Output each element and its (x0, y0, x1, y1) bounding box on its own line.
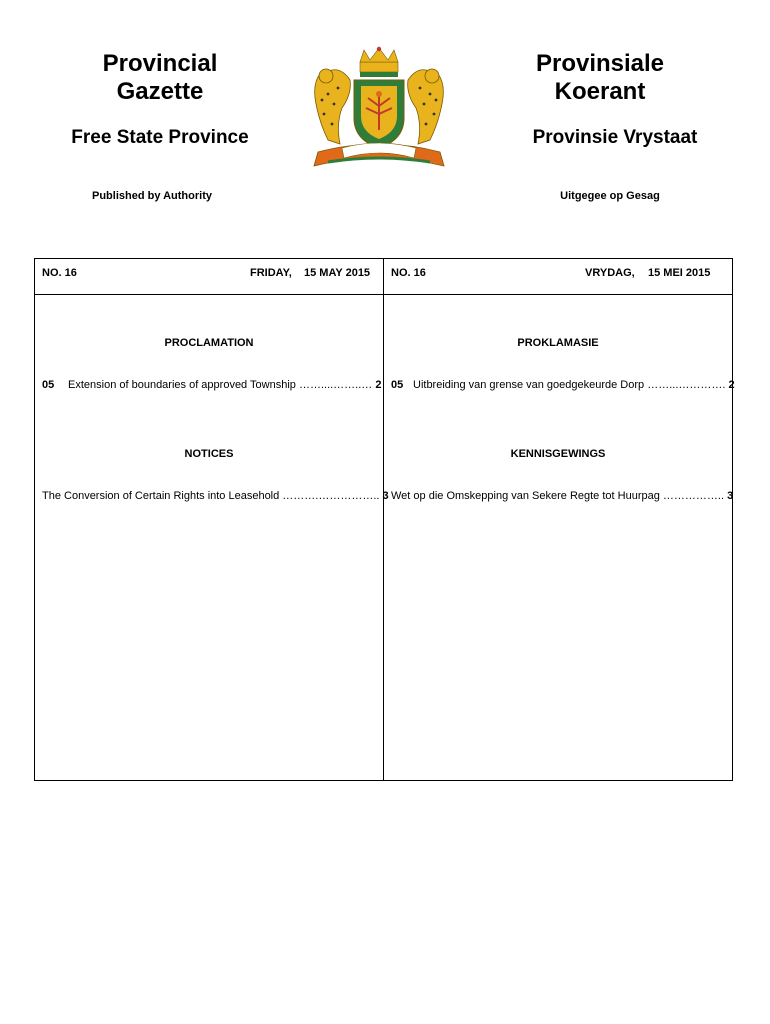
issue-day: FRIDAY, (250, 267, 292, 279)
issue-number: NO. 16 (42, 267, 77, 279)
issue-day: VRYDAG, (585, 267, 635, 279)
proklamasie-heading: PROKLAMASIE (517, 337, 599, 349)
english-issue-header (35, 259, 383, 295)
entry-text: Extension of boundaries of approved Township ……....……..… (68, 379, 373, 391)
right-title (500, 50, 700, 106)
right-title-line2: Koerant (554, 78, 646, 105)
right-subtitle: Provinsie Vrystaat (532, 127, 698, 148)
entry-text: Uitbreiding van grense van goedgekeurde Dorp ……...…………. (413, 379, 726, 391)
english-column (35, 259, 389, 780)
left-title (60, 50, 260, 106)
afrikaans-issue-header (384, 259, 732, 295)
coat-of-arms-icon (298, 44, 460, 176)
entry-page: 2 (375, 379, 382, 391)
entry-text: Wet op die Omskepping van Sekere Regte tot Huurpag …………….. (391, 490, 725, 502)
crown-icon (360, 47, 398, 77)
proklamasie-entry[interactable] (391, 379, 735, 391)
kennisgewings-heading: KENNISGEWINGS (510, 448, 606, 460)
left-authority: Published by Authority (92, 190, 212, 202)
left-title-line1: Provincial (102, 50, 218, 77)
entry-number: 05 (391, 379, 404, 391)
entry-number: 05 (42, 379, 55, 391)
entry-page: 2 (728, 379, 735, 391)
notice-entry[interactable] (42, 490, 389, 502)
left-subtitle: Free State Province (71, 127, 249, 148)
entry-page: 3 (727, 490, 734, 502)
proclamation-entry[interactable] (42, 379, 381, 391)
right-leopard-icon (408, 69, 444, 144)
left-title-line2: Gazette (116, 78, 204, 105)
issue-date: 15 MEI 2015 (648, 267, 711, 279)
kennisgewing-entry[interactable] (391, 490, 733, 502)
right-authority: Uitgegee op Gesag (560, 190, 660, 202)
entry-page: 3 (382, 490, 389, 502)
left-leopard-icon (315, 69, 351, 144)
afrikaans-column (384, 259, 735, 780)
entry-text: The Conversion of Certain Rights into Leasehold ……….…………….. (42, 490, 380, 502)
proclamation-heading: PROCLAMATION (164, 337, 254, 349)
issue-number: NO. 16 (391, 267, 426, 279)
issue-date: 15 MAY 2015 (304, 267, 371, 279)
contents-table (34, 258, 733, 781)
right-title-line1: Provinsiale (535, 50, 665, 77)
notices-heading: NOTICES (184, 448, 234, 460)
